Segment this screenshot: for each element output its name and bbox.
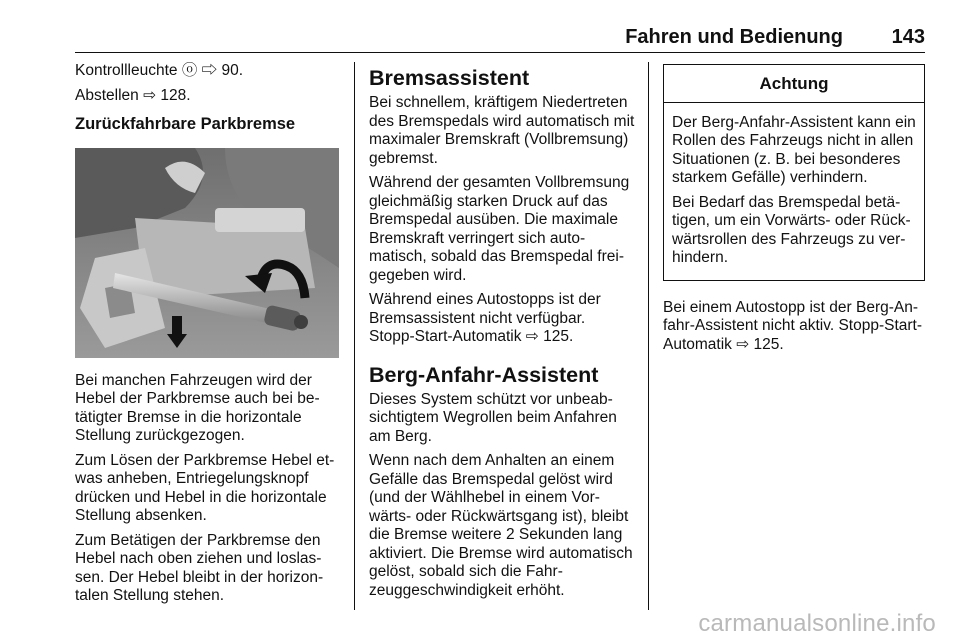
paragraph: Während eines Autostopps ist der Bremsassistent nicht verfügbar. Stopp-Start-Automatik ⇨ 125. (369, 291, 601, 345)
watermark: carmanualsonline.info (698, 610, 936, 637)
section-heading: Zurückfahrbare Parkbremse (75, 115, 296, 133)
paragraph: Während der gesamten Vollbremsung gleichmäßig starken Druck auf das Bremspedal ausüben. Die maximale Bremskraft verringert sich automatisch, sobald das Bremspedal freigegeben wird. (369, 174, 630, 284)
indicator-reference: Kontrollleuchte ⓞ ⇨ 90. (75, 62, 244, 79)
column-right (663, 62, 925, 360)
paragraph: Dieses System schützt vor unbeabsichtigtem Wegrollen beim Anfahren am Berg. (369, 390, 617, 445)
parking-brake-illustration (75, 148, 339, 358)
section-title: Fahren und Bedienung (625, 26, 843, 48)
paragraph: Bei Bedarf das Bremspedal betätigen, um ein Vorwärts- oder Rückwärtsrollen des Fahrzeugs zu verhindern. (672, 193, 911, 266)
section-heading: Bremsassistent (369, 66, 530, 90)
page-header (75, 26, 925, 52)
paragraph: Wenn nach dem Anhalten an einem Gefälle das Bremspedal gelöst wird (und der Wählhebel in einem Vorwärts- oder Rückwärtsgang ist), bleibt die Bremse weitere 2 Sekunden lang aktiviert. Die Bremse wird automatisch gelöst, sobald sich die Fahrzeuggeschwindigkeit erhöht. (369, 452, 633, 599)
paragraph: Bei schnellem, kräftigem Niedertreten des Bremspedals wird automatisch mit maximaler Bremskraft (Vollbremsung) gebremst. (369, 94, 635, 167)
warning-body (664, 103, 924, 280)
warning-title: Achtung (664, 65, 924, 103)
paragraph: Bei manchen Fahrzeugen wird der Hebel der Parkbremse auch bei betätigter Bremse in die horizontale Stellung zurückgezogen. (75, 371, 320, 444)
column-divider (648, 62, 649, 610)
paragraph: Zum Lösen der Parkbremse Hebel etwas anheben, Entriegelungsknopf drücken und Hebel in die horizontale Stellung absenken. (75, 451, 335, 524)
section-heading: Berg-Anfahr-Assistent (369, 362, 599, 387)
column-middle (369, 62, 635, 606)
column-left (75, 62, 341, 612)
column-divider (354, 62, 355, 610)
warning-box (663, 64, 925, 281)
paragraph: Der Berg-Anfahr-Assistent kann ein Rollen des Fahrzeugs nicht in allen Situationen (z. B. bei besonderes starkem Gefälle) verhindern. (672, 113, 916, 186)
paragraph: Bei einem Autostopp ist der Berg-Anfahr-Assistent nicht aktiv. Stopp-Start-Automatik ⇨ 125. (663, 298, 923, 353)
parking-brake-image (75, 148, 339, 358)
header-rule (75, 52, 925, 53)
page-number: 143 (891, 26, 925, 48)
paragraph: Zum Betätigen der Parkbremse den Hebel nach oben ziehen und loslassen. Der Hebel bleibt in der horizontalen Stellung stehen. (75, 531, 324, 604)
parking-reference: Abstellen ⇨ 128. (75, 86, 191, 104)
